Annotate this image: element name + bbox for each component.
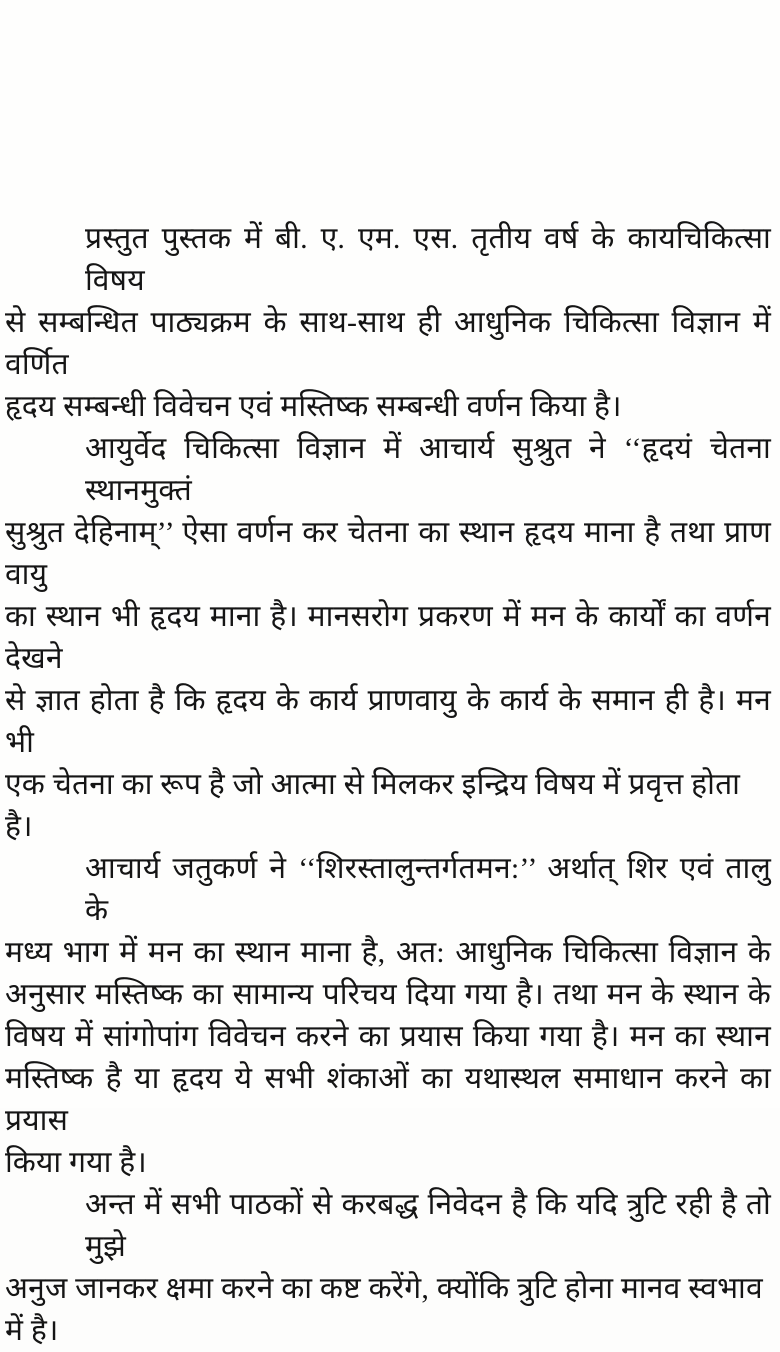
text-line: से सम्बन्धित पाठ्यक्रम के साथ-साथ ही आधुनिक चिकित्सा विज्ञान में वर्णित: [5, 306, 771, 381]
text-line: अनुज जानकर क्षमा करने का कष्ट करेंगे, क्योंकि त्रुटि होना मानव स्वभाव में है।: [5, 1272, 763, 1347]
text-line: आचार्य जतुकर्ण ने ‘‘शिरस्तालुन्तर्गतमन:’’ अर्थात् शिर एवं तालु के: [85, 852, 771, 927]
text-line: किया गया है।: [5, 1146, 147, 1179]
paragraph-1: [5, 218, 771, 428]
text-line: एक चेतना का रूप है जो आत्मा से मिलकर इन्द्रिय विषय में प्रवृत्त होता है।: [5, 768, 741, 843]
paragraph-2: [5, 428, 771, 848]
text-line: आयुर्वेद चिकित्सा विज्ञान में आचार्य सुश्रुत ने ‘‘हृदयं चेतना स्थानमुक्तं: [85, 432, 771, 507]
text-line: सुश्रुत देहिनाम्’’ ऐसा वर्णन कर चेतना का स्थान हृदय माना है तथा प्राण वायु: [5, 516, 771, 591]
text-line: हृदय सम्बन्धी विवेचन एवं मस्तिष्क सम्बन्धी वर्णन किया है।: [5, 390, 622, 423]
preface-text-block: [5, 218, 771, 1352]
paragraph-3: [5, 848, 771, 1184]
text-line: अनुसार मस्तिष्क का सामान्य परिचय दिया गया है। तथा मन के स्थान के: [5, 978, 771, 1011]
text-line: अन्त में सभी पाठकों से करबद्ध निवेदन है कि यदि त्रुटि रही है तो मुझे: [85, 1188, 771, 1263]
text-line: से ज्ञात होता है कि हृदय के कार्य प्राणवायु के कार्य के समान ही है। मन भी: [5, 684, 771, 759]
text-line: मस्तिष्क है या हृदय ये सभी शंकाओं का यथास्थल समाधान करने का प्रयास: [5, 1062, 771, 1137]
text-line: प्रस्तुत पुस्तक में बी. ए. एम. एस. तृतीय वर्ष के कायचिकित्सा विषय: [85, 222, 771, 297]
text-line: मध्य भाग में मन का स्थान माना है, अत: आधुनिक चिकित्सा विज्ञान के: [5, 936, 771, 969]
paragraph-4: [5, 1184, 771, 1352]
text-line: का स्थान भी हृदय माना है। मानसरोग प्रकरण में मन के कार्यों का वर्णन देखने: [5, 600, 771, 675]
text-line: विषय में सांगोपांग विवेचन करने का प्रयास किया गया है। मन का स्थान: [5, 1020, 771, 1053]
